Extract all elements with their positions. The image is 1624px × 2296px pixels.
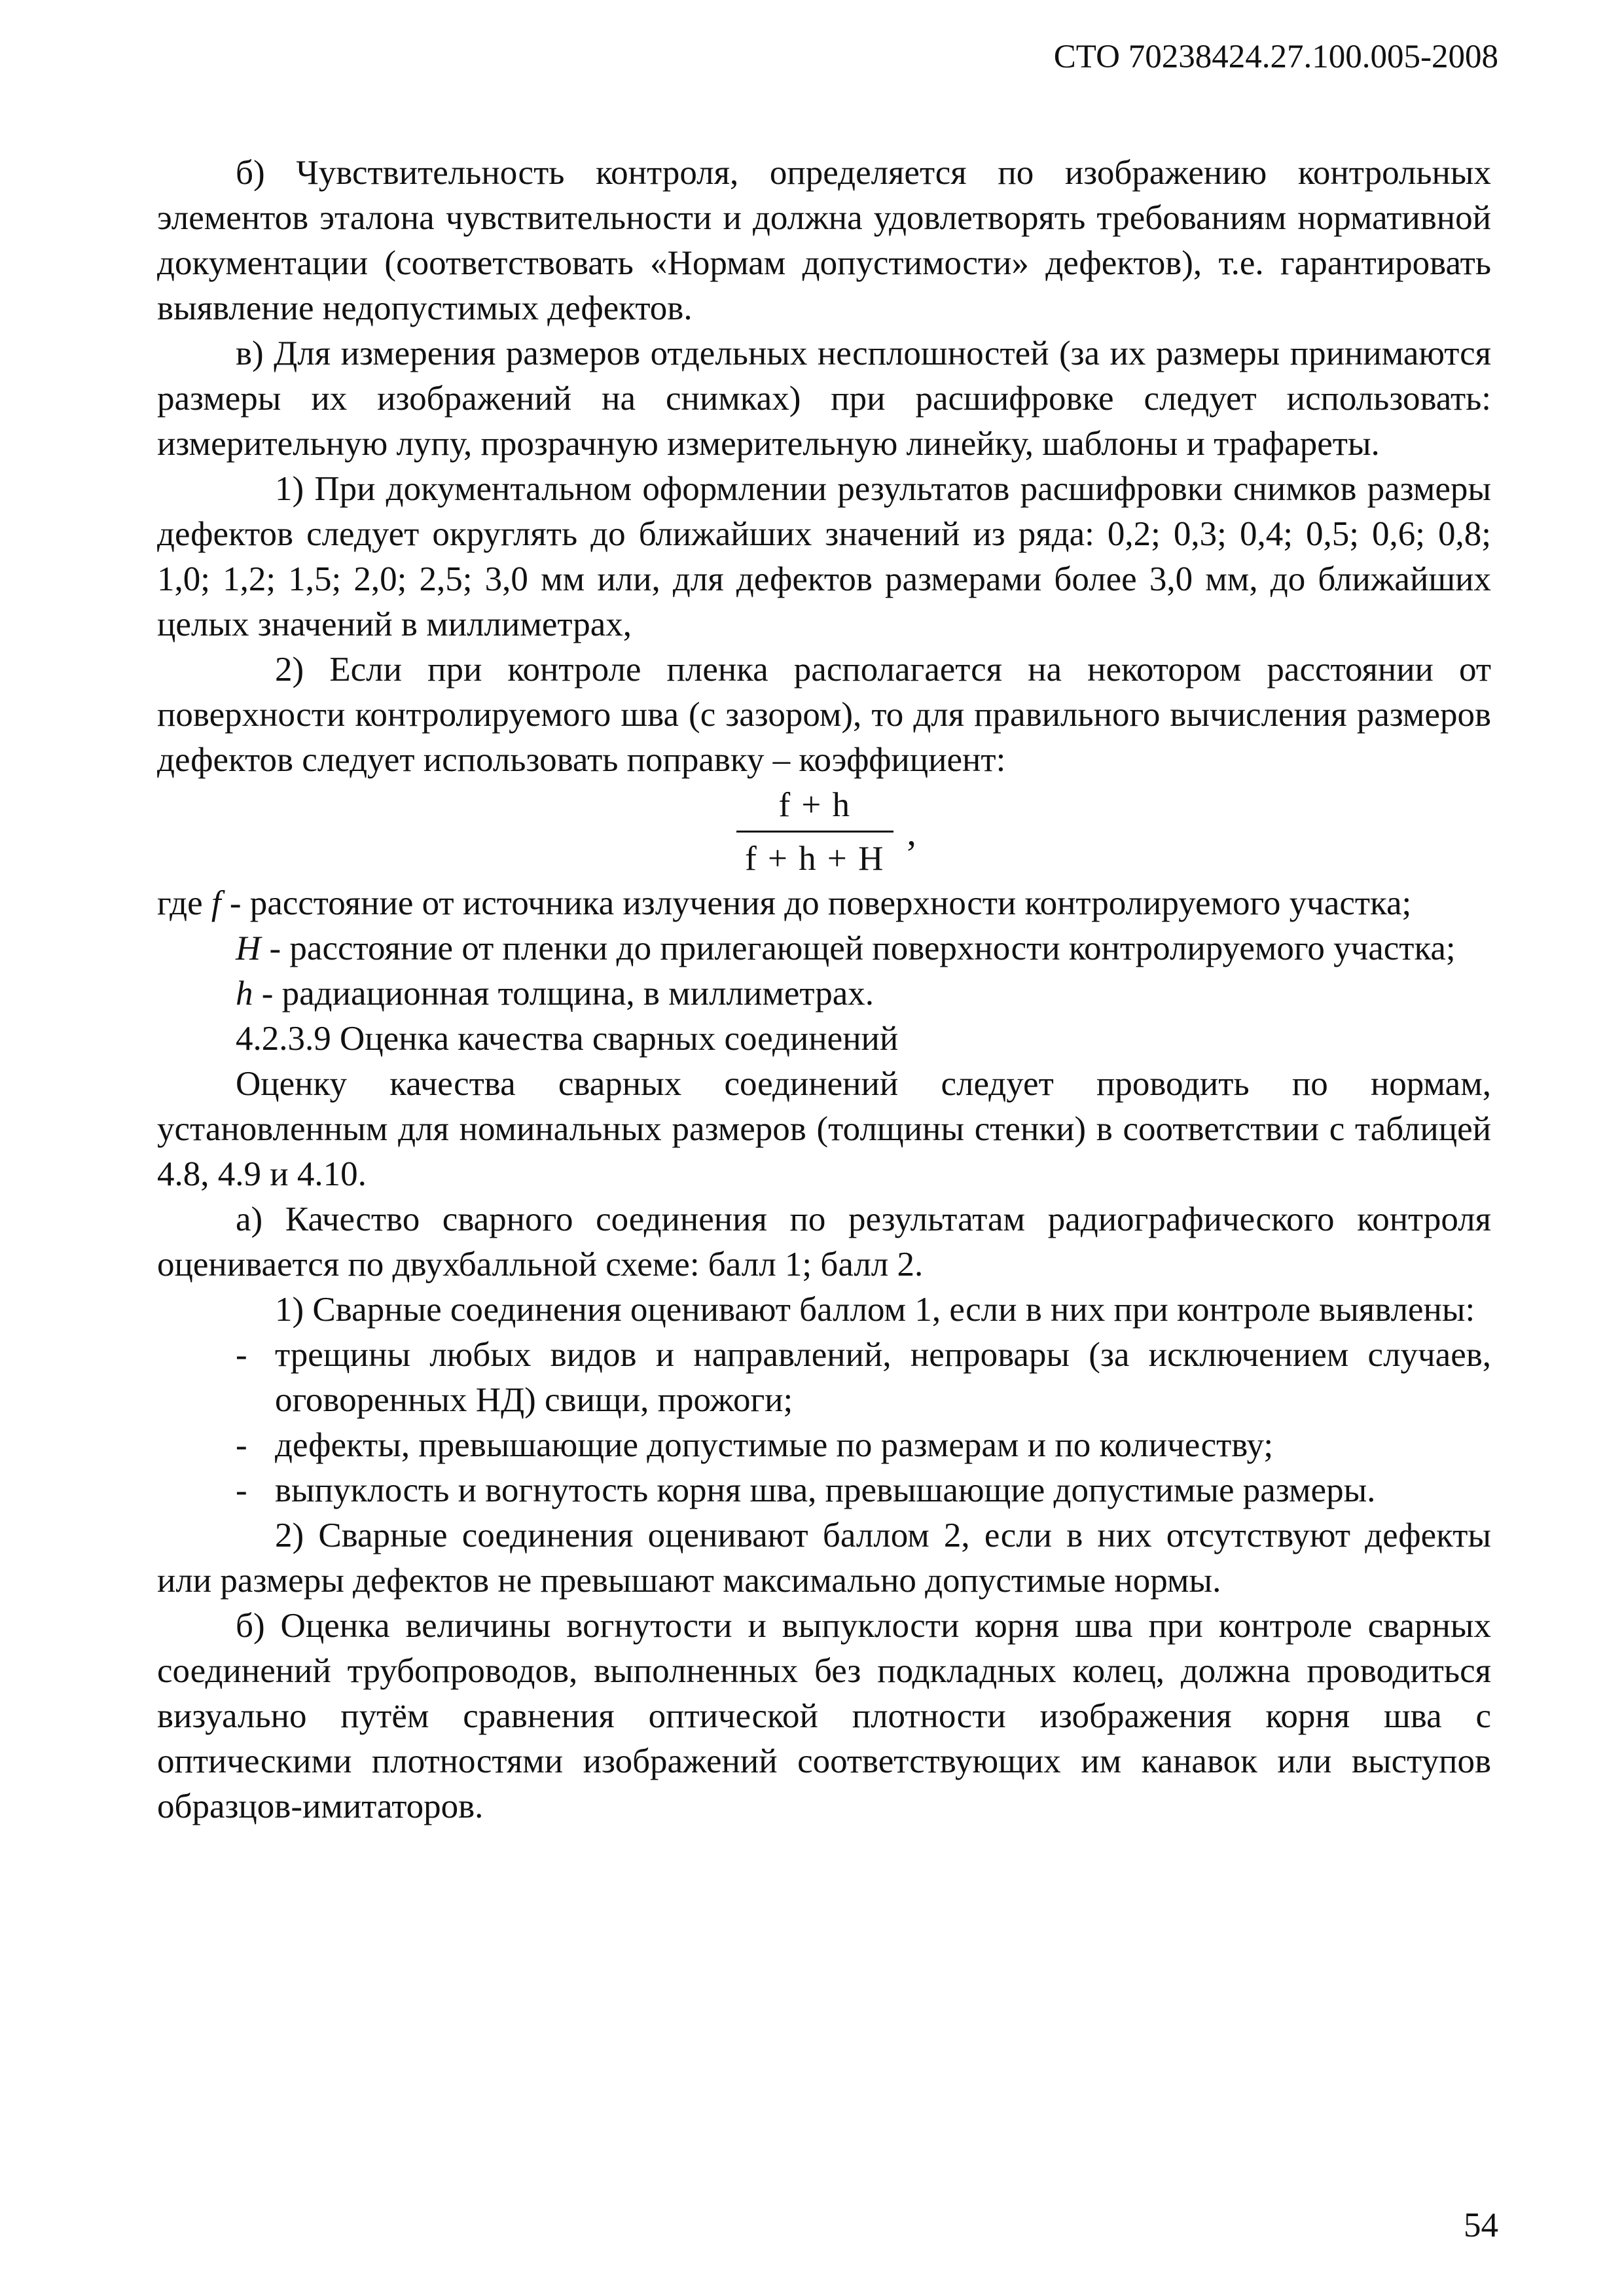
formula-fraction [732, 783, 897, 882]
correction-formula [157, 783, 1491, 881]
bullet-mark: - [236, 1336, 247, 1374]
paragraph-score-1: 1) Сварные соединения оценивают баллом 1, если в них при контроле выявлены: [275, 1291, 1475, 1329]
document-code-header: СТО 70238424.27.100.005-2008 [1053, 39, 1498, 75]
variable-f: f [211, 884, 221, 922]
paragraph-score-2: 2) Сварные соединения оценивают баллом 2, если в них отсутствуют дефекты или размеры дефектов не превышают максимально допустимые нормы. [157, 1516, 1491, 1600]
list-item-text: дефекты, превышающие допустимые по размерам и по количеству; [275, 1426, 1274, 1464]
definition-H-text: - расстояние от пленки до прилегающей поверхности контролируемого участка; [261, 929, 1456, 967]
paragraph-correction: 2) Если при контроле пленка располагается на некотором расстоянии от поверхности контролируемого шва (с зазором), то для правильного вычисления размеров дефектов следует использовать поправку – коэффициент: [157, 651, 1491, 779]
paragraph-rounding: 1) При документальном оформлении результатов расшифровки снимков размеры дефектов следует округлять до ближайших значений из ряда: 0,2; 0,3; 0,4; 0,5; 0,6; 0,8; 1,0; 1,2; 1,5; 2,0; 2,5; 3,0 мм или, для дефектов размерами более 3,0 мм, до ближайших целых значений в миллиметрах, [157, 470, 1491, 643]
list-item [157, 1468, 1491, 1513]
paragraph-measurement-tools: в) Для измерения размеров отдельных несплошностей (за их размеры принимаются размеры их изображений на снимках) при расшифровке следует использовать: измерительную лупу, прозрачную измерительную линейку, шаблоны и трафареты. [157, 334, 1491, 463]
definition-lead: где [157, 884, 203, 922]
paragraph-sensitivity: б) Чувствительность контроля, определяется по изображению контрольных элементов эталона чувствительности и должна удовлетворять требованиям нормативной документации (соответствовать «Нормам допустимости» дефектов), т.е. гарантировать выявление недопустимых дефектов. [157, 154, 1491, 327]
variable-h: h [236, 975, 253, 1013]
formula-numerator: f + h [778, 785, 852, 824]
list-item-text: трещины любых видов и направлений, непровары (за исключением случаев, оговоренных НД) свищи, прожоги; [275, 1336, 1491, 1419]
paragraph-quality-norms: Оценку качества сварных соединений следует проводить по нормам, установленным для номинальных размеров (толщины стенки) в соответствии с таблицей 4.8, 4.9 и 4.10. [157, 1065, 1491, 1193]
list-item [157, 1423, 1491, 1468]
list-item [157, 1333, 1491, 1423]
definition-h-text: - радиационная толщина, в миллиметрах. [253, 975, 874, 1013]
variable-H: H [236, 929, 261, 967]
formula-denominator: f + h + H [745, 839, 885, 878]
definition-f [157, 881, 1491, 926]
paragraph-root-assessment: б) Оценка величины вогнутости и выпуклости корня шва при контроле сварных соединений трубопроводов, выполненных без подкладных колец, должна проводиться визуально путём сравнения оптической плотности изображения корня шва с оптическими плотностями изображений соответствующих им канавок или выступов образцов-имитаторов. [157, 1607, 1491, 1825]
definition-H [157, 926, 1491, 971]
bullet-mark: - [236, 1426, 247, 1464]
bullet-mark: - [236, 1471, 247, 1509]
paragraph-two-point-scale: а) Качество сварного соединения по результатам радиографического контроля оценивается по двухбалльной схеме: балл 1; балл 2. [157, 1200, 1491, 1283]
formula-comma: , [907, 810, 916, 853]
page-number: 54 [1464, 2206, 1498, 2244]
page-content [157, 151, 1491, 1829]
definition-f-text: - расстояние от источника излучения до поверхности контролируемого участка; [221, 884, 1412, 922]
section-heading: 4.2.3.9 Оценка качества сварных соединений [236, 1020, 899, 1058]
list-item-text: выпуклость и вогнутость корня шва, превышающие допустимые размеры. [275, 1471, 1376, 1509]
definition-h [157, 971, 1491, 1016]
